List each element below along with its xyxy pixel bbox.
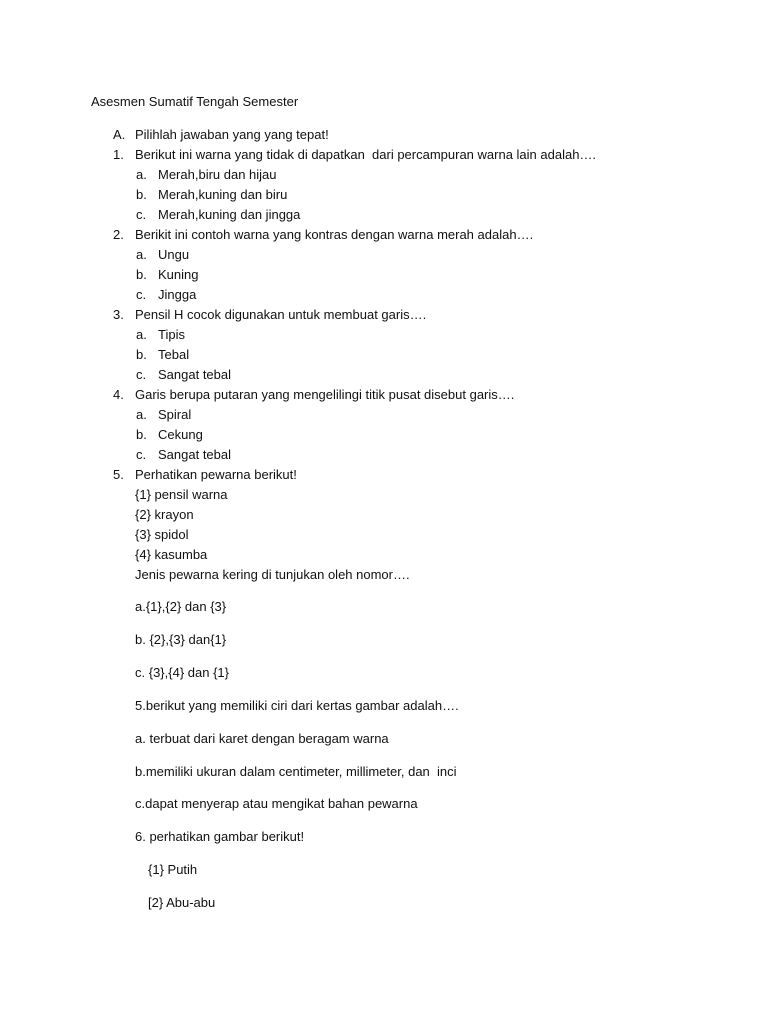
answer-option: b.memiliki ukuran dalam centimeter, millimeter, dan inci	[135, 764, 457, 779]
section-label: A.	[113, 127, 126, 142]
option-letter: b.	[136, 187, 147, 202]
list-item: {2} krayon	[135, 507, 194, 522]
list-item: {1} Putih	[148, 862, 198, 877]
question-number: 2.	[113, 227, 124, 242]
option-text: Merah,kuning dan jingga	[158, 207, 301, 222]
option-text: Jingga	[158, 287, 197, 302]
list-item: {1} pensil warna	[135, 487, 228, 502]
option-text: Kuning	[158, 267, 199, 282]
answer-option: b. {2},{3} dan{1}	[135, 632, 227, 647]
list-item: [2} Abu-abu	[148, 895, 216, 910]
question-text: Pensil H cocok digunakan untuk membuat garis….	[135, 307, 427, 322]
question-prompt: Jenis pewarna kering di tunjukan oleh nomor….	[135, 567, 410, 582]
option-text: Sangat tebal	[158, 367, 232, 382]
option-letter: c.	[136, 447, 147, 462]
option-text: Merah,kuning dan biru	[158, 187, 288, 202]
option-text: Sangat tebal	[158, 447, 232, 462]
question-text: Perhatikan pewarna berikut!	[135, 467, 297, 482]
answer-option: c.dapat menyerap atau mengikat bahan pewarna	[135, 796, 418, 811]
question-text: Garis berupa putaran yang mengelilingi titik pusat disebut garis….	[135, 387, 515, 402]
option-letter: b.	[136, 267, 147, 282]
option-letter: a.	[136, 407, 147, 422]
option-letter: c.	[136, 287, 147, 302]
question-text: Berikut ini warna yang tidak di dapatkan dari percampuran warna lain adalah….	[135, 147, 597, 162]
option-text: Ungu	[158, 247, 190, 262]
question-text: 5.berikut yang memiliki ciri dari kertas gambar adalah….	[135, 698, 459, 713]
option-text: Tebal	[158, 347, 190, 362]
question-number: 5.	[113, 467, 124, 482]
option-letter: b.	[136, 427, 147, 442]
option-letter: c.	[136, 367, 147, 382]
answer-option: c. {3},{4} dan {1}	[135, 665, 229, 680]
list-item: {3} spidol	[135, 527, 189, 542]
document-title: Asesmen Sumatif Tengah Semester	[91, 94, 299, 109]
answer-option: a.{1},{2} dan {3}	[135, 599, 227, 614]
question-text: 6. perhatikan gambar berikut!	[135, 829, 305, 844]
question-number: 4.	[113, 387, 124, 402]
question-text: Berikit ini contoh warna yang kontras dengan warna merah adalah….	[135, 227, 534, 242]
question-number: 1.	[113, 147, 124, 162]
option-letter: a.	[136, 327, 147, 342]
option-letter: c.	[136, 207, 147, 222]
option-letter: a.	[136, 167, 147, 182]
option-text: Merah,biru dan hijau	[158, 167, 277, 182]
option-text: Cekung	[158, 427, 203, 442]
option-text: Tipis	[158, 327, 185, 342]
option-letter: a.	[136, 247, 147, 262]
list-item: {4} kasumba	[135, 547, 208, 562]
option-text: Spiral	[158, 407, 192, 422]
question-number: 3.	[113, 307, 124, 322]
answer-option: a. terbuat dari karet dengan beragam warna	[135, 731, 389, 746]
section-instruction: Pilihlah jawaban yang yang tepat!	[135, 127, 329, 142]
option-letter: b.	[136, 347, 147, 362]
